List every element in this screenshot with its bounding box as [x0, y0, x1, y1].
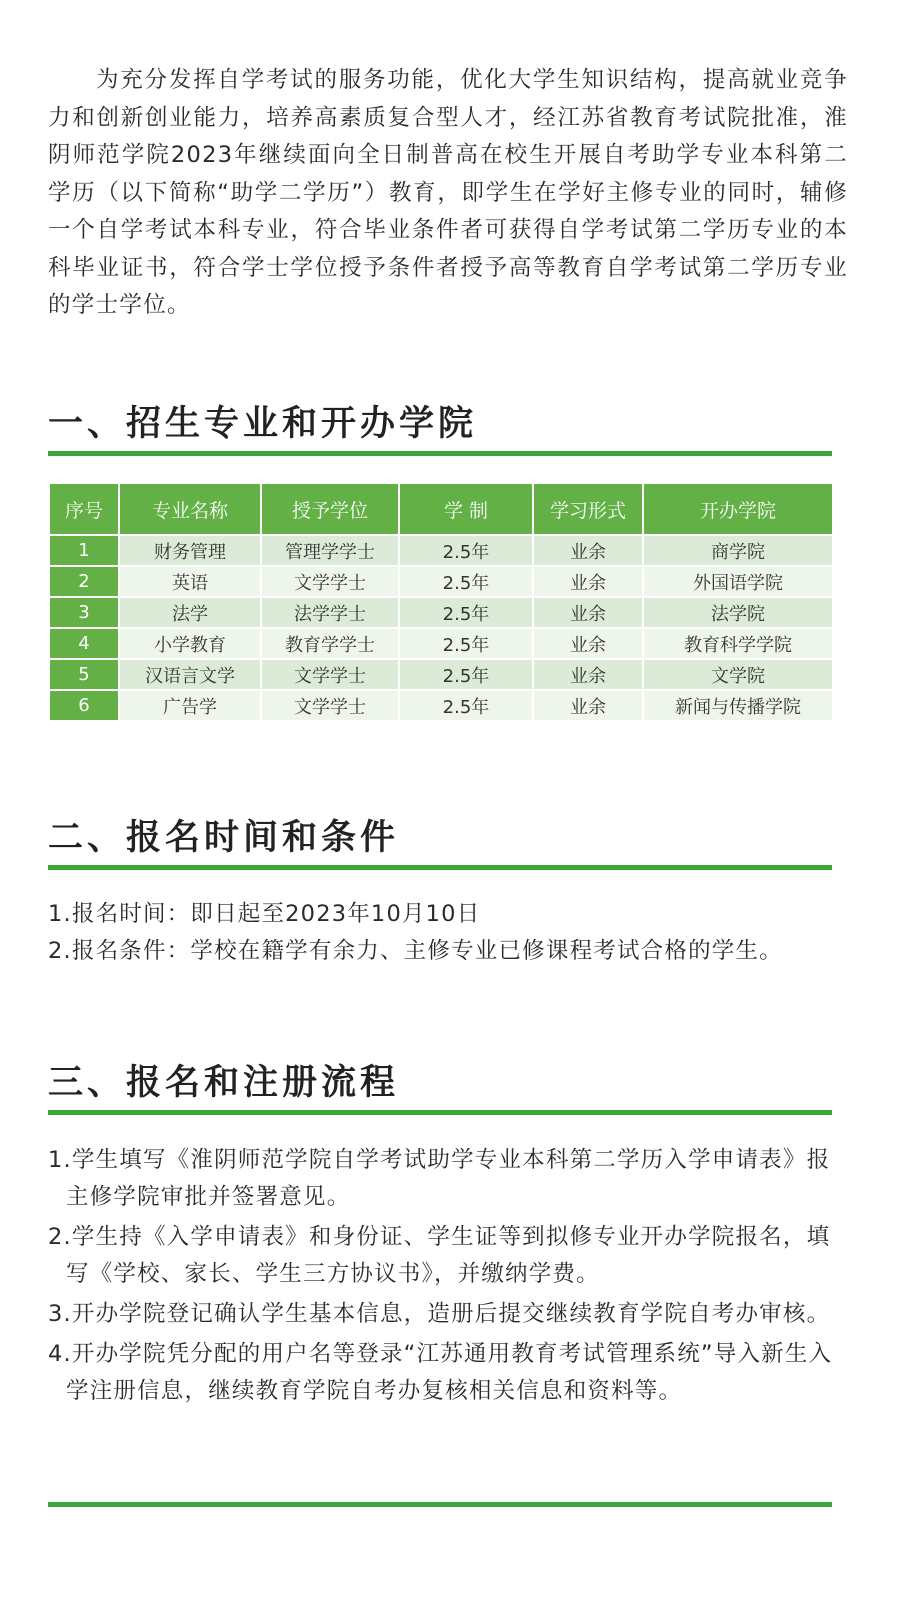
- cell-college: 教育科学学院: [643, 628, 833, 659]
- header-seq: 序号: [49, 483, 119, 535]
- cell-major-name: 法学: [119, 597, 261, 628]
- cell-degree: 文学学士: [261, 659, 399, 690]
- cell-seq: 6: [49, 690, 119, 721]
- section-title-registration-time: 二、报名时间和条件: [48, 818, 400, 858]
- list-item: 1.学生填写《淮阴师范学院自学考试助学专业本科第二学历入学申请表》报主修学院审批并签署意见。: [48, 1147, 831, 1210]
- cell-college: 外国语学院: [643, 566, 833, 597]
- cell-study-form: 业余: [533, 690, 643, 721]
- header-duration: 学 制: [399, 483, 533, 535]
- cell-college: 商学院: [643, 535, 833, 566]
- cell-major-name: 英语: [119, 566, 261, 597]
- cell-study-form: 业余: [533, 597, 643, 628]
- cell-degree: 文学学士: [261, 690, 399, 721]
- cell-college: 新闻与传播学院: [643, 690, 833, 721]
- cell-duration: 2.5年: [399, 659, 533, 690]
- cell-degree: 教育学学士: [261, 628, 399, 659]
- cell-study-form: 业余: [533, 659, 643, 690]
- header-study-form: 学习形式: [533, 483, 643, 535]
- section-divider: [48, 451, 832, 456]
- registration-conditions-list: [48, 896, 838, 970]
- list-item: 2.报名条件：学校在籍学有余力、主修专业已修课程考试合格的学生。: [48, 938, 783, 964]
- cell-college: 法学院: [643, 597, 833, 628]
- cell-seq: 5: [49, 659, 119, 690]
- cell-major-name: 广告学: [119, 690, 261, 721]
- cell-duration: 2.5年: [399, 566, 533, 597]
- table-row: [49, 659, 833, 690]
- cell-study-form: 业余: [533, 566, 643, 597]
- list-item: 4.开办学院凭分配的用户名等登录“江苏通用教育考试管理系统”导入新生入学注册信息，继续教育学院自考办复核相关信息和资料等。: [48, 1341, 833, 1404]
- header-college: 开办学院: [643, 483, 833, 535]
- cell-duration: 2.5年: [399, 535, 533, 566]
- list-item: 2.学生持《入学申请表》和身份证、学生证等到拟修专业开办学院报名，填写《学校、家长、学生三方协议书》，并缴纳学费。: [48, 1224, 831, 1287]
- cell-seq: 1: [49, 535, 119, 566]
- majors-table: [48, 482, 834, 722]
- section-divider: [48, 865, 832, 870]
- cell-major-name: 汉语言文学: [119, 659, 261, 690]
- table-row: [49, 535, 833, 566]
- header-degree: 授予学位: [261, 483, 399, 535]
- footer-divider: [48, 1502, 832, 1507]
- cell-duration: 2.5年: [399, 597, 533, 628]
- table-row: [49, 628, 833, 659]
- cell-study-form: 业余: [533, 535, 643, 566]
- cell-study-form: 业余: [533, 628, 643, 659]
- cell-degree: 法学学士: [261, 597, 399, 628]
- table-row: [49, 597, 833, 628]
- process-steps-list: [48, 1142, 838, 1413]
- section-title-process: 三、报名和注册流程: [48, 1063, 400, 1103]
- section-title-majors: 一、招生专业和开办学院: [48, 404, 478, 444]
- cell-seq: 3: [49, 597, 119, 628]
- cell-seq: 2: [49, 566, 119, 597]
- list-item: 3.开办学院登记确认学生基本信息，造册后提交继续教育学院自考办审核。: [48, 1301, 831, 1327]
- cell-college: 文学院: [643, 659, 833, 690]
- intro-paragraph: 为充分发挥自学考试的服务功能，优化大学生知识结构，提高就业竞争力和创新创业能力，培养高素质复合型人才，经江苏省教育考试院批准，淮阴师范学院2023年继续面向全日制普高在校生开展自考助学专业本科第二学历（以下简称“助学二学历”）教育，即学生在学好主修专业的同时，辅修一个自学考试本科专业，符合毕业条件者可获得自学考试第二学历专业的本科毕业证书，符合学士学位授予条件者授予高等教育自学考试第二学历专业的学士学位。: [48, 67, 848, 318]
- header-major-name: 专业名称: [119, 483, 261, 535]
- section-divider: [48, 1110, 832, 1115]
- cell-degree: 管理学学士: [261, 535, 399, 566]
- cell-major-name: 小学教育: [119, 628, 261, 659]
- table-row: [49, 690, 833, 721]
- cell-duration: 2.5年: [399, 690, 533, 721]
- cell-seq: 4: [49, 628, 119, 659]
- table-header-row: [49, 483, 833, 535]
- cell-degree: 文学学士: [261, 566, 399, 597]
- list-item: 1.报名时间：即日起至2023年10月10日: [48, 901, 481, 927]
- cell-major-name: 财务管理: [119, 535, 261, 566]
- table-row: [49, 566, 833, 597]
- cell-duration: 2.5年: [399, 628, 533, 659]
